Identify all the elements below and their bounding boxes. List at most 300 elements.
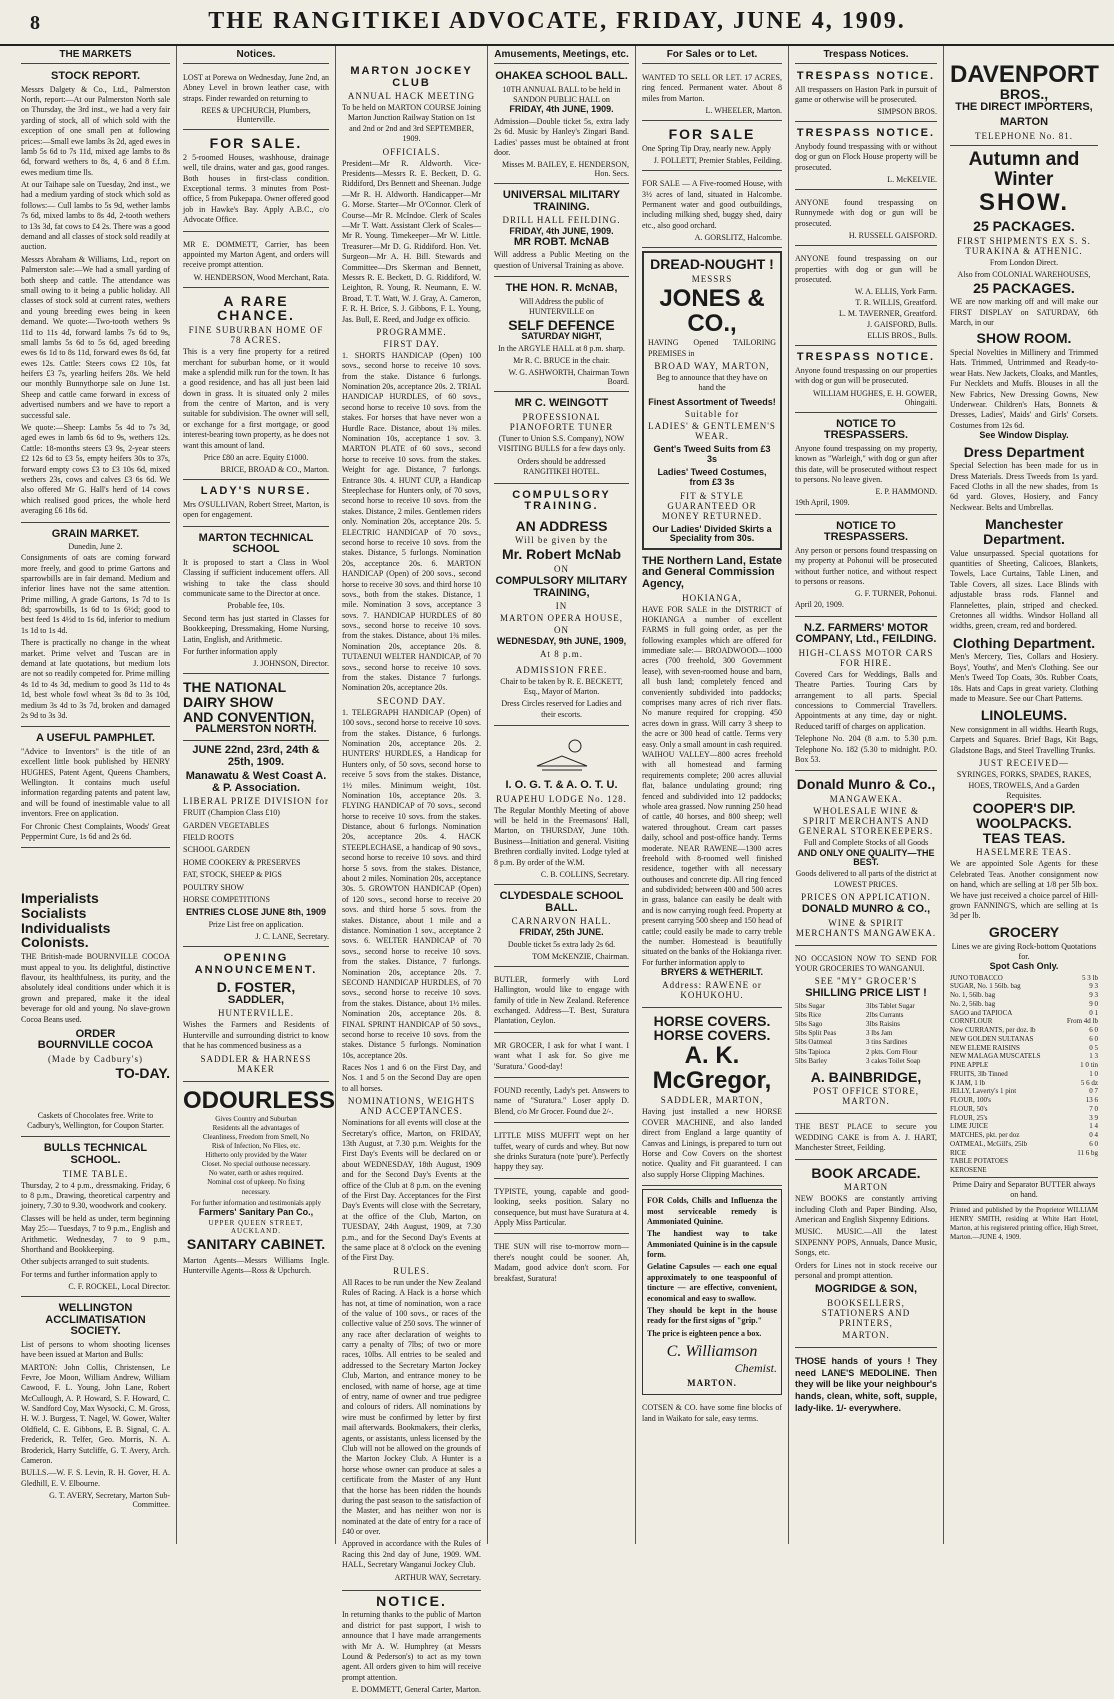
column-heading: THE MARKETS — [21, 49, 170, 64]
munro-quality: AND ONLY ONE QUALITY—THE BEST. — [797, 847, 935, 867]
teas-para: We are appointed Sole Agents for these Celebrated Teas. Another consignment now on hand, which are selling at 1/8 per 5lb box. We have just received a choice parcel of Hill-grown FANNING'S, which are selling at 1s 3d per lb. — [950, 859, 1098, 921]
grocery-price: 1 3 — [1089, 1052, 1098, 1061]
grocery-row — [950, 1079, 1098, 1088]
grocery-item: K JAM, 1 lb — [950, 1078, 986, 1087]
quinine-ad — [642, 1189, 782, 1395]
grocer-item: 3 lbs Jam — [866, 1029, 893, 1038]
wellington-title: WELLINGTON ACCLIMATISATION SOCIETY. — [45, 1302, 146, 1338]
munro-prices: PRICES ON APPLICATION. — [801, 892, 931, 903]
dommett-para: MR E. DOMMETT, Carrier, has been appointed my Marton Agent, and orders will receive prompt attention. — [183, 239, 329, 270]
autumn-winter-show: SHOW. — [978, 188, 1069, 216]
notice-para: In returning thanks to the public of Marton and district for past support, I wish to announce that I have made arrangements with Mr A. W. Humphrey (at Messrs Lound & Pederson's) to act as my town agent. All orders given to him will receive prompt attention. — [342, 1610, 481, 1682]
grocery-row — [950, 1157, 1098, 1166]
dairy-close: ENTRIES CLOSE JUNE 8th, 1909 — [185, 907, 327, 918]
masthead — [0, 0, 1114, 46]
cocoa-line: Individualists — [21, 919, 111, 936]
trespass-notice — [795, 193, 937, 246]
dreadnought-title: DREAD-NOUGHT ! — [650, 256, 774, 273]
grocery-item: NEW MALAGA MUSCATELS — [950, 1052, 1041, 1061]
dairy-prize-list: Prize List free on application. — [208, 919, 304, 929]
trespass-notice — [795, 416, 937, 515]
tech-signature: J. JOHNSON, Director. — [253, 659, 329, 669]
quinine-signature: C. Williamson — [666, 1343, 758, 1361]
manchester-title: Manchester Department. — [983, 516, 1065, 547]
davenport-name: DAVENPORT — [950, 61, 1099, 88]
dress-para: Special Selection has been made for us in Dress Materials. Dress Tweeds from 1s yard. Faced Cloths in all the new shades, from 1s 6d yard. Gloves, Hosiery, and Fancy Neckwear. Belts and Umbrellas. — [950, 461, 1098, 512]
northern-address: Address: RAWENE or KOHUKOHU. — [662, 979, 762, 1000]
horse-covers-title: HORSE COVERS. — [653, 1027, 771, 1044]
grocery-price: 9 3 — [1089, 982, 1098, 991]
grocery-price: 0 4 — [1089, 1131, 1098, 1140]
nurse-title: LADY'S NURSE. — [200, 485, 312, 498]
quinine-para: They should be kept in the house ready for the first signs of "grip." — [647, 1306, 777, 1326]
grocery-price: 1 0 tin — [1080, 1061, 1098, 1070]
wanted-ad — [642, 68, 782, 121]
trespass-signature: W. A. ELLIS, York Farm. — [854, 287, 937, 297]
grocer-title: SHILLING PRICE LIST ! — [805, 987, 927, 1000]
grocery-row — [950, 1114, 1098, 1123]
northern-town: HOKIANGA, — [682, 592, 742, 603]
jockey-para: To be held on MARTON COURSE Joining Marton Junction Railway Station on 1st and 2nd or 2nd and 3rd SEPTEMBER, 1909. — [342, 103, 481, 144]
grocery-price: 0 1 — [1089, 1008, 1098, 1017]
tech-para: For further information apply — [183, 646, 278, 656]
dairy-dates: JUNE 22nd, 23rd, 24th & 25th, 1909. — [192, 743, 320, 768]
nurse-para: Mrs O'SULLIVAN, Robert Street, Marton, is open for engagement. — [183, 499, 329, 520]
coopers-title: COOPER'S DIP. — [972, 800, 1076, 817]
iogt-lodge-ad — [494, 729, 629, 885]
odourless-product: SANITARY CABINET. — [186, 1236, 326, 1253]
dairy-item: GARDEN VEGETABLES — [183, 820, 270, 830]
grocer-item: 5lbs Sago — [795, 1020, 823, 1029]
butter-para: Prime Dairy and Separator BUTTER always on hand. — [950, 1177, 1098, 1201]
odourless-ad — [183, 1085, 336, 1282]
wellington-society-ad — [21, 1300, 170, 1514]
grocery-row — [950, 1017, 1098, 1026]
dairy-item: HORSE COMPETITIONS — [183, 894, 270, 904]
clothing-para: Men's Mercery, Ties, Collars and Hosiery. Boys', Youths', and Men's Clothing. See our Men's Tweed Top Coats, 30s. Rubber Coats, 18s. Hats and Caps in great variety. Clothing made to Measure. See our Chart Patterns. — [950, 652, 1098, 703]
suratura-para: TYPISTE, young, capable and good-looking, seeks position. Salary no consequence, but must have Suratura at 4. Apply Miss Particular. — [494, 1186, 629, 1227]
grain-para: Consignments of oats are coming forward more freely, and good to prime Gartons and sparrowbills are in fair demand. Medium and inferior lines have not the same attention. Prime milling, A grade Gartons, 1s 7d to 1s 8d; sparrowbills, 1s 6d to 1s 6½d; good to best feed 1s 4½d to 1s 6d, inferior to medium 1s 1d to 1s 4d. — [21, 553, 170, 635]
motor-para: Covered Cars for Weddings, Balls and Theatre Parties. Touring Cars by arrangement to all parts. Special concessions to Commercial Travellers. Appointments at any time, day or night. Reduced tariff of charges on application. — [795, 669, 937, 731]
mcnab-place: In the ARGYLE HALL at 8 p.m. sharp. — [498, 343, 625, 353]
grocery-row — [950, 1105, 1098, 1114]
davenport-town: MARTON — [999, 116, 1049, 129]
suratura-para: THE SUN will rise to-morrow morn—there's nought could be sooner. Ah, Madam, good advice don't scorn. For breakfast, Suratura! — [494, 1242, 629, 1283]
jockey-para: President—Mr R. Aldworth. Vice-Presidents—Messrs R. E. Beckett, D. G. Riddiford, Drs Bennett and Sheenan. Judge—Mr R. H. Aldworth. Handicapper—Mr G. Morse. Starter—Mr O'Connor. Clerk of Course—Mr R. McIndoe. Clerk of Scales—Mr T. Watt. Assistant Clerk of Scales—Mr R. Young. Timekeeper—Mr W. Little. Treasurer—Mr D. G. Riddiford. Hon. Vet. Surgeon—Mr A. H. Bill. Stewards and Committee—Drs Skerman and Bennett, Messrs R. E. Beckett, D. G. Riddiford, W. Leighton, R. Young, R. Neumann, E. W. Broad, T. T. Watt, W. J. Gray, A. Cameron, F. R. H. Brice, S. J. Gibbons, F. L. Young, Jas. Bull, E. Reed, and Judge ex officio. — [342, 158, 481, 324]
rare-subtitle: FINE SUBURBAN HOME OF 78 ACRES. — [188, 325, 324, 346]
mcgregor-name: A. K. McGregor, — [652, 1042, 772, 1095]
wanted-para: WANTED TO SELL OR LET. 17 ACRES, ring fenced. Permanent water. About 8 miles from Marton. — [642, 73, 782, 103]
dairy-prize: LIBERAL PRIZE DIVISION for — [183, 796, 329, 807]
grocer-item: 5lbs Tapioca — [795, 1047, 831, 1056]
grain-date: Dunedin, June 2. — [68, 542, 123, 552]
grocery-row — [950, 1044, 1098, 1053]
grocery-row — [950, 1026, 1098, 1035]
cocoa-ad — [21, 851, 170, 1137]
grocery-row — [950, 1096, 1098, 1105]
grocery-cash: Spot Cash Only. — [989, 961, 1059, 972]
weingott-title: MR C. WEINGOTT — [514, 397, 609, 410]
column-amusements — [488, 46, 636, 1544]
grocery-item: FLOUR, 50's — [950, 1104, 988, 1113]
teas-title: TEAS TEAS. — [982, 829, 1066, 846]
davenport-sub: THE DIRECT IMPORTERS, — [955, 100, 1093, 113]
dairy-title: DAIRY SHOW — [183, 694, 274, 711]
cotsen-para: COTSEN & CO. have some fine blocks of land in Waikato for sale, easy terms. — [642, 1403, 782, 1423]
iogt-para: The Regular Monthly Meeting of above will be held in the Freemasons' Hall, Marton, on THURSDAY, June 10th. Business—Initiation and general. Visiting Brethren cordially invited. Lodge tyled at 8 p.m. By order of the W.M. — [494, 805, 629, 867]
tech-title: MARTON TECHNICAL SCHOOL — [198, 531, 314, 556]
grocer-item: 5lbs Oatmeal — [795, 1038, 833, 1047]
cotsen-ad — [642, 1398, 782, 1429]
foster-trade: SADDLER, — [227, 993, 285, 1006]
grain-market — [21, 526, 170, 728]
clydesdale-date: FRIDAY, 25th JUNE. — [519, 927, 604, 938]
odourless-para: Gives Country and Suburban Residents all the advantages of Cleanliness, Freedom from Smell, No Risk of Infection, No Flies, etc. Hitherto only provided by the Water Closet. No special outhouse necessary. No water, earth or ashes required. Nominal cost of upkeep. No fixing necessary. — [201, 1114, 311, 1196]
trespass-signature: L. M. TAVERNER, Greatford. — [839, 309, 937, 319]
ohakea-para: 10TH ANNUAL BALL to be held in SANDON PUBLIC HALL on — [502, 84, 621, 104]
rules-para: All Races to be run under the New Zealand Rules of Racing. A Hack is a horse which has not, at time of nomination, won a race of the value of 100 sovs., or races of the collective value of 250 sovs. The winner of any race after declaration of weights to carry a penalty of 7lbs; of two or more races, 10lbs. All entries to be sealed and addressed to the Secretary Marton Jockey Club, Marton, and entrance money to be enclosed, with name of horse, age at time of entry, name of owner and true pedigree and colours of riders. All nominations by wire must be confirmed by letter by first mail afterwards. Bookmakers, their clerks, agents, or assistants, unless licensed by the Club will not be allowed on the grounds of the Marton Jockey Club. A Hunter is a horse whose owner can produce at sales a certificate from the Master of any Hunt that the horse has been ridden the hounds during the past season to the satisfaction of the Master, and has neither won nor is nominated at the date of entry for a race of £40 or over. — [342, 1277, 481, 1537]
grocery-price: 3 9 — [1089, 1113, 1098, 1122]
weingott-para: Orders should be addressed RANGITIKEI HOTEL. — [517, 456, 606, 477]
grocery-row — [950, 1122, 1098, 1131]
trespass-para: Anybody found trespassing with or without dog or gun on Flock House property will be prosecuted. — [795, 141, 937, 172]
grocery-item: NEW GOLDEN SULTANAS — [950, 1034, 1034, 1043]
dress-title: Dress Department — [963, 443, 1085, 460]
grocery-price: 11 6 bg — [1077, 1148, 1098, 1157]
trespass-para: ANYONE found trespassing on our properties with dog or gun will be prosecuted. — [795, 254, 937, 284]
jones-ladies: Ladies' Tweed Costumes, from £3 3s — [657, 467, 767, 487]
pamphlet-title: A USEFUL PAMPHLET. — [36, 732, 155, 745]
jones-skirts: Our Ladies' Divided Skirts a Speciality from 30s. — [652, 524, 772, 544]
jones-fit: FIT & STYLE GUARANTEED OR MONEY RETURNED. — [661, 491, 763, 522]
compulsory-date: WEDNESDAY, 9th JUNE, 1909, — [496, 636, 627, 647]
mcgregor-ad — [642, 1011, 782, 1186]
mcgregor-sub: SADDLER, MARTON, — [660, 1095, 764, 1106]
jones-messrs: MESSRS — [691, 273, 733, 284]
horse-covers-title: HORSE COVERS. — [653, 1012, 771, 1029]
book-para: MUSIC. MUSIC.—All the latest SIXPENNY POPS, Annuals, Dance Music, Songs, etc. — [795, 1227, 937, 1258]
jones-wear: LADIES' & GENTLEMEN'S WEAR. — [648, 421, 776, 442]
grocery-item: SAGO and TAPIOCA — [950, 1008, 1013, 1017]
quinine-para: Gelatine Capsules — each one equal approximately to one teaspoonful of tincture — are effective, convenient, economical and easy to swallow. — [647, 1262, 777, 1303]
suratura-para: FOUND recently, Lady's pet. Answers to name of "Suratura." Loser apply D. Blend, c/o Mr Grocer. Found due 2/-. — [494, 1086, 629, 1116]
foster-para: Wishes the Farmers and Residents of Hunterville and surrounding district to know that he has commenced business as a — [183, 1020, 329, 1051]
trespass-signature: J. GAISFORD, Bulls. — [866, 320, 937, 330]
grain-para: There is practically no change in the wheat market. Prime velvet and Tuscan are in demand at late quotations, but medium lots are not so readily competed for. Prime milling 4s 1d to 4s 3d, medium to good 3s 11d to 4s 1d, best whole fowl wheat 3s 8d to 3s 10d, medium 3s 4d to 3s 7d, broken and damaged 2s 9d to 3s 3d. — [21, 638, 170, 720]
cocoa-today: TO-DAY. — [115, 1065, 170, 1081]
compulsory-address: AN ADDRESS — [515, 517, 608, 534]
column-davenport — [944, 46, 1104, 1544]
dairy-item: FAT, STOCK, SHEEP & PIGS — [183, 870, 282, 880]
grocery-price-list — [950, 974, 1098, 1175]
iogt-subtitle: RUAPEHU LODGE No. 128. — [496, 793, 627, 804]
dommett-signature: W. HENDERSON, Wood Merchant, Rata. — [193, 272, 329, 282]
suratura-muffet — [494, 1126, 629, 1179]
dairy-show-ad — [183, 677, 329, 947]
trespass-notice — [795, 125, 937, 190]
clydesdale-ball-ad — [494, 888, 629, 967]
dray-title: FOR SALE — [668, 126, 756, 143]
grocer-price-list-ad — [795, 949, 937, 1115]
trespass-para: All trespassers on Haston Park in pursuit of game or otherwise will be prosecuted. — [795, 84, 937, 104]
packages-from: From London Direct. — [989, 257, 1059, 267]
linoleums-title: LINOLEUMS. — [980, 707, 1068, 724]
grocery-price: 9 3 — [1089, 991, 1098, 1000]
grocery-row — [950, 1009, 1098, 1018]
quinine-para: The handiest way to take Ammoniated Quinine is in the capsule form. — [647, 1229, 778, 1260]
bulls-signature: C. F. ROCKEL, Local Director. — [68, 1282, 170, 1292]
northern-agents: BRYERS & WETHERILT. — [660, 967, 763, 978]
trespass-notice — [795, 518, 937, 617]
compulsory-topic: COMPULSORY MILITARY TRAINING, — [495, 575, 628, 599]
quinine-town: MARTON. — [687, 1378, 737, 1389]
wellington-para: List of persons to whom shooting licenses have been issued at Marton and Bulls: — [21, 1339, 170, 1360]
grocery-row — [950, 982, 1098, 991]
weingott-para: (Tuner to Union S.S. Company), NOW VISITING BULLS for a few days only. — [497, 433, 626, 454]
grocery-row — [950, 1061, 1098, 1070]
rare-para: This is a very fine property for a retired merchant for suburban home, or it would make a splendid milk run for the town. It has a good residence, and has all just been laid down in grass. It is situated only 2 miles from the centre of Marton, and is very suitable for subdivision. The owner will sell, or exchange for a first mortgage, or good interest-bearing town property, as he does not want this amount of land. — [183, 347, 329, 450]
motor-title: N.Z. FARMERS' MOTOR COMPANY, Ltd., FEILDING. — [795, 621, 937, 646]
grocery-item: TABLE POTATOES — [950, 1157, 1009, 1166]
grocery-item: SUGAR, No. 1 56lb. bag — [950, 982, 1021, 991]
grocery-price: 5 3 lb — [1082, 973, 1098, 982]
stock-para: At our Taihape sale on Tuesday, 2nd inst., we had a medium yarding of stock which sold as follows:— Cull lambs to 5s 9d, wether lambs 7s 6d, mixed lambs to 8s 4d, 2-tooth wethers to 13s 3d, fat cows to £4 2s. There was a good demand and all classes of stock sold readily at auction. — [21, 180, 170, 252]
bulls-para: For terms and further information apply to — [21, 1269, 157, 1279]
wedding-cake-ad — [795, 1117, 937, 1159]
packages-sub: FIRST SHIPMENTS EX S. S. TURAKINA & ATHENIC. — [957, 235, 1091, 256]
column-heading: Amusements, Meetings, etc. — [494, 49, 629, 64]
trespass-para: Any person or persons found trespassing on my property at Pohonui will be prosecuted without further notice, and without respect to persons or reasons. — [795, 545, 937, 587]
grocery-price: 7 0 — [1089, 1104, 1098, 1113]
rare-chance-ad — [183, 291, 329, 481]
dairy-item: FIELD ROOTS — [183, 832, 234, 842]
suratura-typist — [494, 1182, 629, 1235]
munro-business: WINE & SPIRIT MERCHANTS MANGAWEKA. — [795, 917, 937, 938]
stock-para: We quote:—Sheep: Lambs 5s 4d to 7s 3d, aged ewes in lamb 6s 6d to 9s, wethers 12s. Cattle: 18-months steers £3 9s, 2-year steers £2 12s 6d to £3 5s, empty heifers 30s to 37s, forward empty cows £3 to £3 10s 6d, mixed wethers 23s, cows and calves £3 6s 6d. We also offered Mr G. Hall's herd of 14 cows which realised good prices, the whole herd averaging £6 18s 6d. — [21, 423, 170, 516]
rules-signature: ARTHUR WAY, Secretary. — [394, 1572, 481, 1582]
grocery-row — [950, 1070, 1098, 1079]
packages-also: Also from COLONIAL WAREHOUSES, — [957, 270, 1091, 280]
grocery-price: 1 0 — [1089, 1069, 1098, 1078]
trespass-date: April 20, 1909. — [795, 600, 844, 610]
stock-report-title: STOCK REPORT. — [50, 70, 141, 82]
trespass-notice — [795, 249, 937, 346]
grocery-item: No. 1, 56lb. bag — [950, 991, 996, 1000]
grocery-item: FLOUR, 25's — [950, 1113, 988, 1122]
suratura-butler — [494, 970, 629, 1033]
iogt-title: I. O. G. T. & A. O. T. U. — [505, 779, 618, 792]
bainbridge-sub: POST OFFICE STORE, MARTON. — [813, 1086, 919, 1107]
rare-title: A RARE CHANCE. — [217, 292, 295, 324]
quinine-para: The price is eighteen pence a box. — [647, 1328, 762, 1338]
compulsory-on: ON — [554, 564, 569, 574]
motor-company-ad — [795, 620, 937, 772]
pamphlet-para: For Chronic Chest Complaints, Woods' Great Peppermint Cure, 1s 6d and 2s 6d. — [21, 821, 170, 842]
bulls-school-ad — [21, 1140, 170, 1297]
grocery-price: 13 6 — [1085, 1096, 1098, 1105]
davenport-bros: BROS., — [999, 86, 1049, 103]
mogridge-town: MARTON. — [842, 1329, 890, 1340]
imprint: Printed and published by the Proprietor WILLIAM HENRY SMITH, residing at White Hart Hotel, Marton, at his registered printing office, High Street, Marton.—JUNE 4, 1909. — [950, 1203, 1098, 1242]
nominations-title: NOMINATIONS, WEIGHTS AND ACCEPTANCES. — [347, 1096, 476, 1117]
mcnab-title: THE HON. R. McNAB, — [505, 282, 618, 295]
grocery-row — [950, 1052, 1098, 1061]
grocery-item: MATCHES, pkt. per doz — [950, 1131, 1020, 1140]
compulsory-training-ad — [494, 487, 629, 727]
medoline-ad — [795, 1351, 937, 1419]
column-heading: For Sales or to Let. — [642, 49, 782, 64]
races-note: Races Nos 1 and 6 on the First Day, and Nos. 1 and 5 on the Second Day are open to all horses. — [342, 1063, 481, 1093]
grocery-row — [950, 1166, 1098, 1175]
cocoa-line: Imperialists — [21, 890, 99, 907]
grocery-row — [950, 1087, 1098, 1096]
grocer-para: NO OCCASION NOW TO SEND FOR YOUR GROCERIES TO WANGANUI. — [795, 953, 937, 974]
compulsory-circle: Dress Circles reserved for Ladies and their escorts. — [501, 699, 622, 719]
grocer-item: 5lbs Sugar — [795, 1002, 825, 1011]
ohakea-date: FRIDAY, 4th JUNE, 1909. — [509, 104, 614, 115]
clydesdale-hall: CARNARVON HALL. — [511, 916, 612, 927]
medoline-para: THOSE hands of yours ! They need LANE'S MEDOLINE. Then they will be like your neighbour's hands, clean, white, soft, supple, lady-like. 1/- everywhere. — [795, 1355, 937, 1413]
bulls-para: Thursday, 2 to 4 p.m., dressmaking. Friday, 6 to 8 p.m., Drawing, theoretical carpentry and joinery, 7.30 to 9.30, woodwork and cookery. — [21, 1180, 170, 1211]
programme-title: PROGRAMME. — [376, 326, 447, 337]
manchester-para: Value unsurpassed. Special quotations for quantities of Sheeting, Calicoes, Blankets, Towels, Lace Curtains, Table Linen, and Table Covers, all sizes. Lace Blinds with adjustable brass rods. Flannel and Flannelettes, plain, striped and checked. Cretonnes all widths. Windsor Holland all widths, green, cream, red and bordered. — [950, 548, 1098, 631]
book-para: Orders for Lines not in stock receive our personal and prompt attention. — [795, 1260, 937, 1280]
grocery-para: Lines we are giving Rock-bottom Quotations for. — [951, 941, 1097, 961]
quinine-chemist: Chemist. — [734, 1361, 777, 1376]
autumn-winter-title: Autumn and Winter — [968, 148, 1080, 190]
grocery-row — [950, 1131, 1098, 1140]
munro-para: Goods delivered to all parts of the district at LOWEST PRICES. — [795, 869, 937, 889]
stock-report — [21, 68, 170, 523]
book-title: BOOK ARCADE. — [811, 1164, 921, 1181]
officials-title: OFFICIALS. — [382, 146, 441, 157]
munro-ad — [795, 774, 937, 945]
column-heading: Notices. — [183, 49, 329, 64]
grocery-price: 1 4 — [1089, 1122, 1098, 1131]
northern-para: HAVE FOR SALE in the DISTRICT of HOKIANGA a number of excellent FARMS in full going order, as per the following examples which are offered for immediate sale:— BROADWOOD—1000 acres (700 freehold, 300 Government lease), with seven-roomed house and barn, all bush land; completely fenced and conveniently subdivided into paddocks; comprises many acres of rich river flats. No manure required for cropping. 450 acres down in grass. Will carry 3 sheep to the acre or 300 head of cattle. Terms very easy. Only a small amount in cash required. WAIHOU VALLEY—800 acres freehold with all homestead and farming requirements complete; 200 acres alluvial flat, balance undulating ground; ring fenced and subdivided into 12 paddocks; whole area grassed. Now running 250 head of cattle, 40 horses, and 800 sheep; well watered throughout. Cream cart passes daily, school and post-office handy. Terms moderate. NEAR RAWENE—1300 acres freehold with 8-roomed well finished residence, together with all necessary outhouses and concrete dip. All ring fenced and subdivided; between 400 and 500 acres in grass, balance can easily be dealt with and is now carrying rough feed. Property at present carrying 500 sheep and 150 head of cattle; could easily be made to carry treble the number. Homestead is beautifully situated on the banks of the Hokianga river. For further information apply to — [642, 604, 782, 967]
jones-para: Beg to announce that they have on hand the — [656, 373, 768, 393]
cocoa-line: Socialists — [21, 905, 87, 922]
northern-land-ad — [642, 553, 782, 1008]
cocoa-footnote: Caskets of Chocolates free. Write to Cadbury's, Wellington, for Coupon Starter. — [27, 1110, 164, 1131]
column-markets — [15, 46, 177, 1544]
ohakea-signature: Misses M. BAILEY, E. HENDERSON, Hon. Secs. — [502, 160, 629, 179]
suratura-para: BUTLER, formerly with Lord Hallington, would like to engage with family of title in New Zealand. Reference exchanged. Address—T. Best, Suratura Plantation, Ceylon. — [494, 974, 629, 1026]
day-title: FIRST DAY. — [383, 338, 440, 349]
column-trespass — [789, 46, 944, 1544]
showroom-para: Special Novelties in Millinery and Trimmed Hats. Trimmed, Untrimmed and Ready-to-wear Hats. New Jackets, Cloaks, and Mantles, Fur Necklets and Muffs. Blouses in all the New Fabrics, New Dressing Gowns, New Underwear. Children's Hats, Bonnets & Dresses, Ladies', Maids' and Girls' Corsets. Costumes from 12s 6d. — [950, 348, 1098, 430]
grocer-item: 3lbs Raisins — [866, 1020, 901, 1029]
trespass-notice — [795, 68, 937, 122]
for-sale-para: 2 5-roomed Houses, washhouse, drainage well, tile drains, water and gas, good ranges. Both houses in first-class condition. Exceptional terms. 3 minutes from Post-office, 5 from Pukepapa. Owner offered good job in Hawke's Bay. Apply A.B.C., c/o Advocate Office. — [183, 152, 329, 225]
dommett-agent-notice — [183, 235, 329, 288]
grocery-item: FLOUR, 100's — [950, 1096, 991, 1105]
cocoa-line: Colonists. — [21, 934, 89, 951]
grocery-row — [950, 1035, 1098, 1044]
day-title: SECOND DAY. — [376, 695, 447, 706]
jones-gents: Gent's Tweed Suits from £3 3s — [653, 444, 771, 464]
motor-subtitle: HIGH-CLASS MOTOR CARS FOR HIRE. — [798, 647, 934, 668]
jones-place: BROAD WAY, MARTON, — [654, 361, 770, 372]
notice-signature: E. DOMMETT, General Carter, Marton. — [351, 1685, 481, 1695]
munro-town: MANGAWEKA. — [829, 794, 903, 805]
grocer-item: 5lbs Barley — [795, 1056, 828, 1065]
dommett-notice — [342, 1590, 481, 1699]
column-heading: Trespass Notices. — [795, 49, 937, 64]
grocer-item: 2 pkts. Corn Flour — [866, 1047, 918, 1056]
house-para: FOR SALE — A Five-roomed House, with 3½ acres of land, situated in Halcombe. Permanent water and good outbuildings, including milking shed, buggy shed, dairy etc., also good orchard. — [642, 179, 782, 230]
universal-speaker: MR ROBT. McNAB — [513, 235, 610, 248]
trespass-date: 19th April, 1909. — [795, 498, 850, 508]
wedding-para: THE BEST PLACE to secure you WEDDING CAKE is from A. J. HART, Manchester Street, Feilding. — [795, 1122, 937, 1153]
grocery-price: 0 5 — [1089, 1043, 1098, 1052]
munro-name: Donald Munro & Co., — [796, 776, 936, 793]
grocery-item: NEW ELEME RAISINS — [950, 1043, 1020, 1052]
tech-para: It is proposed to start a Class in Wool Classing if sufficient inducement offers. All wishing to take the class should communicate same to the Director at once. — [183, 557, 329, 599]
dairy-place: PALMERSTON NORTH. — [195, 723, 317, 736]
jones-name: JONES & CO., — [659, 284, 765, 338]
grocer-item: 2lbs Currants — [866, 1011, 904, 1020]
column-jockey-club — [336, 46, 488, 1695]
dray-sale-ad — [642, 124, 782, 171]
lodge-emblem-icon — [527, 736, 597, 776]
odourless-info: For further information and testimonials apply — [190, 1198, 322, 1207]
mogridge-name: MOGRIDGE & SON, — [814, 1283, 918, 1296]
trespass-para: ANYONE found trespassing on Runnymede with dog or gun will be prosecuted. — [795, 198, 937, 228]
tech-para: Probable fee, 10s. — [227, 601, 285, 611]
page-number: 8 — [30, 12, 40, 34]
cocoa-name: BOURNVILLE COCOA — [37, 1039, 154, 1052]
clydesdale-title: CLYDESDALE SCHOOL BALL. — [499, 889, 624, 914]
compulsory-by: Will be given by the — [514, 535, 609, 546]
trespass-signature: ELLIS BROS., Bulls. — [867, 331, 937, 341]
grocery-item: OATMEAL, McGill's, 25lb — [950, 1139, 1028, 1148]
dairy-title: AND CONVENTION, — [183, 708, 315, 725]
for-sale-title: FOR SALE. — [209, 135, 303, 152]
grocery-item: PINE APPLE — [950, 1061, 989, 1070]
grocery-row — [950, 1000, 1098, 1009]
rules-title: RULES. — [393, 1265, 430, 1276]
compulsory-chair: Chair to be taken by R. E. BECKETT, Esq., Mayor of Marton. — [500, 676, 623, 696]
grocery-item: JELLY, Laverty's 1 pint — [950, 1087, 1017, 1096]
compulsory-title: COMPULSORY TRAINING. — [512, 488, 611, 513]
packages-title: 25 PACKAGES. — [973, 279, 1075, 296]
mcnab-chair: Mr R. C. BRUCE in the chair. — [513, 356, 610, 366]
grain-title: GRAIN MARKET. — [51, 527, 140, 540]
technical-school-ad — [183, 530, 329, 675]
dairy-title: THE NATIONAL — [183, 679, 287, 696]
ohakea-ball-ad — [494, 68, 629, 184]
jones-finest: Finest Assortment of Tweeds! — [648, 396, 776, 407]
showroom-window: See Window Display. — [979, 430, 1069, 441]
trespass-signature: E. P. HAMMOND. — [875, 487, 937, 497]
odourless-company: Farmers' Sanitary Pan Co., — [198, 1206, 314, 1217]
rare-signature: BRICE, BROAD & CO., Marton. — [220, 465, 329, 475]
mogridge-sub: BOOKSELLERS, STATIONERS AND PRINTERS, — [821, 1297, 911, 1328]
trespass-signature: T. R. WILLIS, Greatford. — [855, 298, 937, 308]
grocery-item: CORNFLOUR — [950, 1017, 993, 1026]
compulsory-speaker: Mr. Robert McNab — [501, 546, 621, 563]
bainbridge-name: A. BAINBRIDGE, — [810, 1068, 922, 1085]
grocer-item: 5lbs Rice — [795, 1011, 822, 1020]
davenport-telephone: TELEPHONE No. 81. — [975, 130, 1073, 141]
wellington-para: BULLS.—W. F. S. Levin, R. H. Gover, H. A. Gledhill, E. V. Elbourne. — [21, 1468, 170, 1488]
motor-telephone: Telephone No. 204 (8 a.m. to 5.30 p.m. Telephone No. 182 (5.30 to midnight. P.O. Box 53. — [795, 734, 937, 765]
opening-title: OPENING ANNOUNCEMENT. — [194, 952, 318, 976]
grocery-row — [950, 1140, 1098, 1149]
tech-para: Second term has just started in Classes for Bookkeeping, Dressmaking, Home Nursing, Latin, English, and Arithmetic. — [183, 613, 329, 644]
packages-title: 25 PACKAGES. — [973, 218, 1075, 235]
